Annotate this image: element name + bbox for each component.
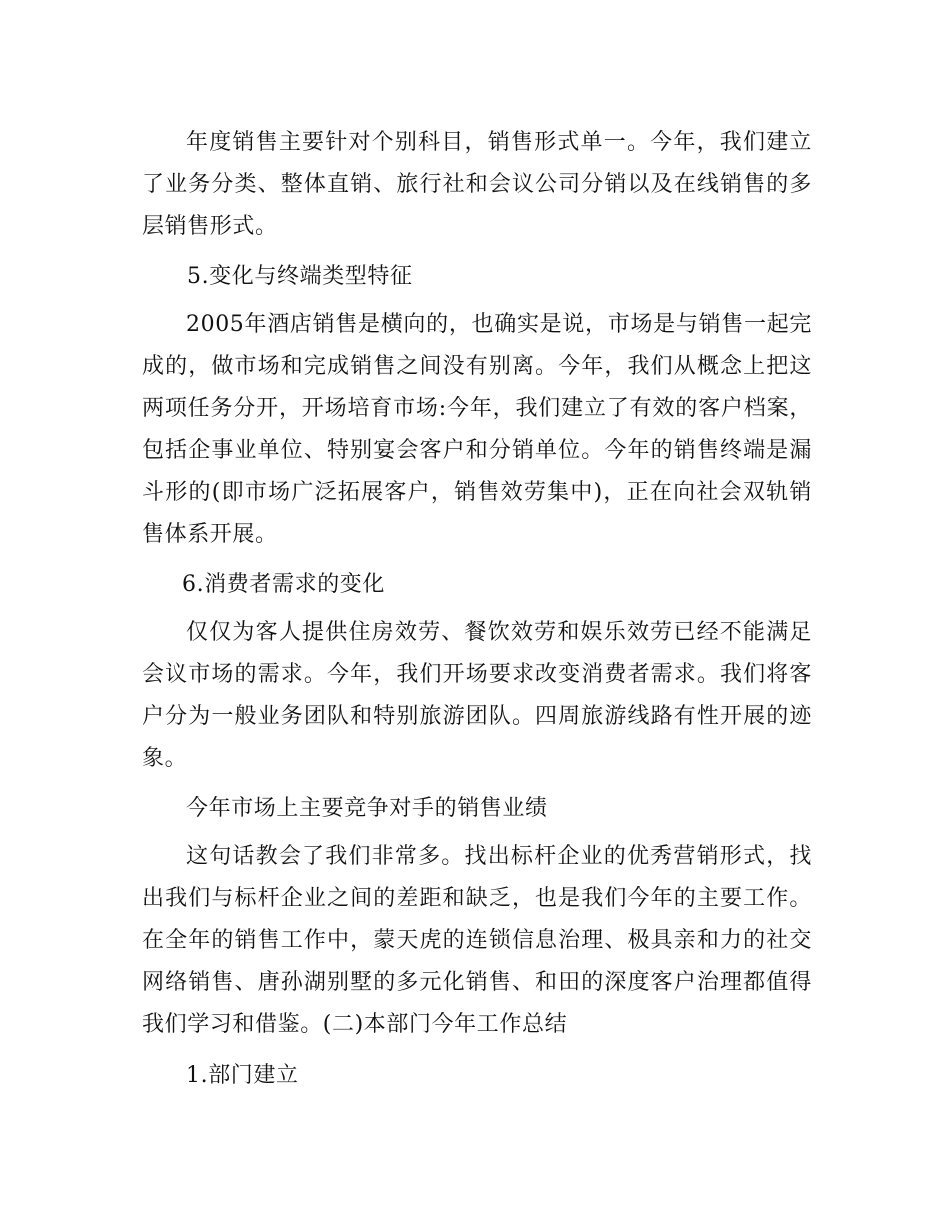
- section-heading-consumer-demand: 6.消费者需求的变化: [182, 572, 385, 597]
- paragraph-terminal-change: 2005年酒店销售是横向的，也确实是说，市场是与销售一起完成的，做市场和完成销售之间没有别离。今年，我们从概念上把这两项任务分开，开场培育市场:今年，我们建立了有效的客户档案，包括企事业单位、特别宴会客户和分销单位。今年的销售终端是漏斗形的(即市场广泛拓展客户，销售效劳集中)，正在向社会双轨销售体系开展。: [142, 312, 812, 547]
- paragraph-sales-forms: 年度销售主要针对个别科目，销售形式单一。今年，我们建立了业务分类、整体直销、旅行社和会议公司分销以及在线销售的多层销售形式。: [142, 130, 812, 239]
- section-heading-terminal-change: 5.变化与终端类型特征: [187, 264, 413, 289]
- paragraph-consumer-demand: 仅仅为客人提供住房效劳、餐饮效劳和娱乐效劳已经不能满足会议市场的需求。今年，我们开场要求改变消费者需求。我们将客户分为一般业务团队和特别旅游团队。四周旅游线路有性开展的迹象。: [142, 620, 812, 771]
- paragraph-competitors: 这句话教会了我们非常多。找出标杆企业的优秀营销形式，找出我们与标杆企业之间的差距和缺乏，也是我们今年的主要工作。在全年的销售工作中，蒙天虎的连锁信息治理、极具亲和力的社交网络销售、唐孙湖别墅的多元化销售、和田的深度客户治理都值得我们学习和借鉴。(二)本部门今年工作总结: [142, 844, 812, 1037]
- document-page: [142, 122, 812, 1097]
- section-heading-department-setup: 1.部门建立: [186, 1063, 299, 1088]
- section-heading-competitors: 今年市场上主要竞争对手的销售业绩: [186, 796, 548, 821]
